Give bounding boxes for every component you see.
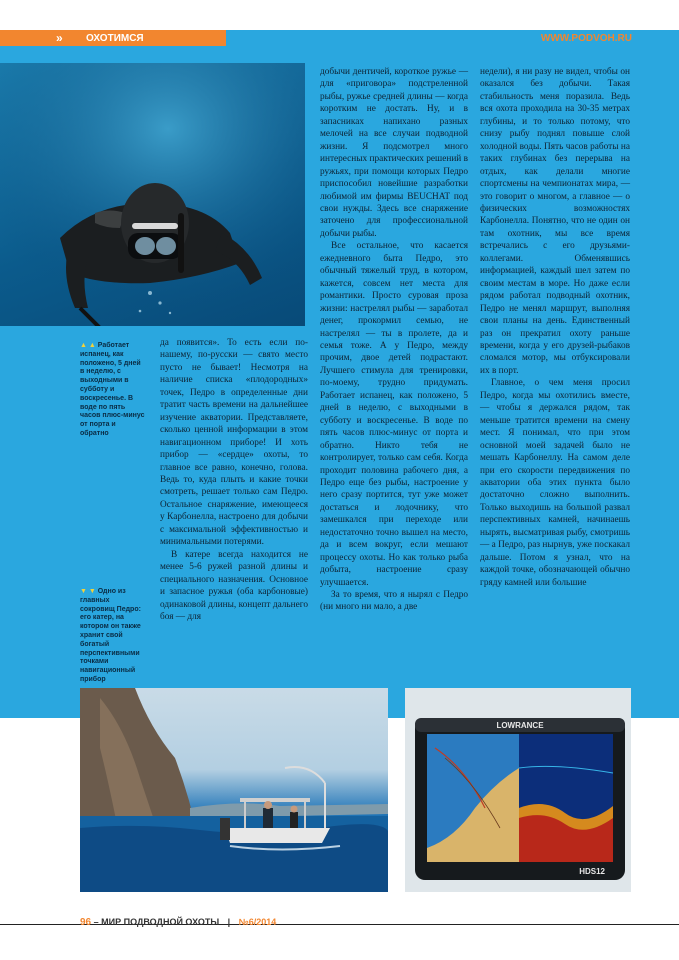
site-url: WWW.PODVOH.RU [540, 33, 632, 44]
page-footer [80, 917, 276, 928]
page-number: 96 [80, 917, 92, 928]
diver-illustration [0, 63, 305, 326]
article-column-2 [320, 66, 468, 614]
sonar-device-illustration [405, 688, 631, 892]
section-arrows-icon: » [56, 31, 62, 45]
paragraph: Главное, о чем меня просил Педро, когда мы охотились вместе, — чтобы я держался рядом, так меньше тратится времени на смену мест. Я понимал, что при этом основной моей задачей было не мешать Карбонеллу. На самом деле при его скорости передвижения по акватории оба этих пункта было достаточно сложно выполнить. Только выходишь на большой развал перспективных камней, начинаешь нырять, высматривая рыбу, смотришь — а Педро, раз нырнув, уже поскакал дальше. Потом я узнал, что на каждой точке, обозначающей обычно гряду камней или большие [480, 378, 630, 588]
paragraph: да появится». То есть если по-нашему, по-русски — свято место пусто не бывает! Несмотря на наличие списка «плодородных» точек, Педро в определенные дни тратит часть времени на дальнейшее изучение акватории. Представляете, сколько ценной информации в этом навигационном приборе! И хоть прибор — «сердце» охоты, то главное все равно, конечно, голова. Ведь то, куда плыть и какие точки смотреть, решает только сам Педро. Остальное снаряжение, имеющееся у Карбонелла, настроено для добычи с максимальной эффективностью и минимальными потерями. [160, 338, 308, 548]
section-label: ОХОТИМСЯ [86, 33, 144, 44]
paragraph: За то время, что я нырял с Педро (ни много ни мало, а две [320, 590, 468, 613]
caption-triangle-icon: ▼ ▼ [80, 588, 96, 595]
sonar-photo [405, 688, 631, 892]
caption-text: Одно из главных сокровищ Педро: его катер, на котором он также хранит свой богатый перспективными точками навигационный прибор [80, 588, 141, 683]
boat-photo [80, 688, 388, 892]
issue-number: №6/2014 [238, 917, 277, 927]
diver-photo [0, 63, 305, 326]
sonar-brand: LOWRANCE [496, 721, 544, 730]
article-column-3 [480, 66, 630, 589]
footer-separator: | [227, 917, 231, 927]
caption-triangle-icon: ▲ ▲ [80, 342, 96, 349]
paragraph: В катере всегда находится не менее 5-6 ружей разной длины и специального назначения. Основное и запасное ружья (оба карбоновые) одинаковой длины, концепт дальнего боя — для [160, 549, 308, 622]
top-margin [0, 0, 679, 30]
paragraph: недели), я ни разу не видел, чтобы он оказался без добычи. Такая стабильность меня поразила. Ведь вся охота проходила на 30-35 метрах глубины, и то только потому, что снизу рыбу поднял повыше слой холодной воды. Пять часов работы на таких глубинах без перерыва на отдых, как делали многие спортсмены на чемпионатах мира, — это говорит о многом, а главное — о физических возможностях Карбонелла. Понятно, что не один он там охотник, мы все время встречались с его друзьями-коллегами. Обменявшись информацией, каждый шел затем по своим местам в море. Но даже если рядом работал подводный охотник, Педро не менял маршрут, выполняя свои планы на день. Единственный раз он прекратил охоту раньше времени, когда у его друзей-рыбаков сломался мотор, мы отбуксировали их в порт. [480, 67, 630, 376]
sonar-model: HDS12 [579, 867, 605, 876]
article-column-1 [160, 337, 308, 623]
boat-illustration [80, 688, 388, 892]
photo-caption [80, 588, 146, 685]
paragraph: добычи дентичей, короткое ружье — для «приговора» подстреленной рыбы, ружье средней длины — когда коротким не достать. Ну, и в запасниках напихано разных мелочей на все случаи подводной жизни. Я подсмотрел много интересных практических решений в ружьях, при помощи которых Педро приспособил новейшие разработки любимой им фирмы BEUCHAT под свои нужды. Здесь все снаряжение заточено для профессиональной добычи рыбы. [320, 67, 468, 239]
photo-caption [80, 342, 146, 439]
magazine-name: – МИР ПОДВОДНОЙ ОХОТЫ [93, 917, 220, 927]
paragraph: Все остальное, что касается ежедневного быта Педро, это обычный тяжелый труд, в котором, кажется, совсем нет места для романтики. Просто суровая проза жизни: настрелял рыбы — заработал денег, прокормил семью, не настрелял — ты в пролете, да и семья тоже. А у Педро, между прочим, двое детей подрастают. Лучшего стимула для тренировки, по-моему, трудно придумать. Работает испанец, как положено, 5 дней в неделю, с выходными в субботу и воскресенье. В воде по пять часов плюс-минус от порта и обратно. Никто тебя не контролирует, только сам себя. Когда проходит половина рабочего дня, а Педро еще без рыбы, настроение у него сразу портится, тут уже может достаться и лодочнику, что замешкался при переходе или недостаточно точно вышел на место, да и всем вокруг, если мешают процессу охоты. Но как только рыба добыта, настроение сразу улучшается. [320, 241, 468, 588]
caption-text: Работает испанец, как положено, 5 дней в неделю, с выходными в субботу и воскресенье. В воде по пять часов плюс-минус от порта и обратно [80, 342, 145, 437]
